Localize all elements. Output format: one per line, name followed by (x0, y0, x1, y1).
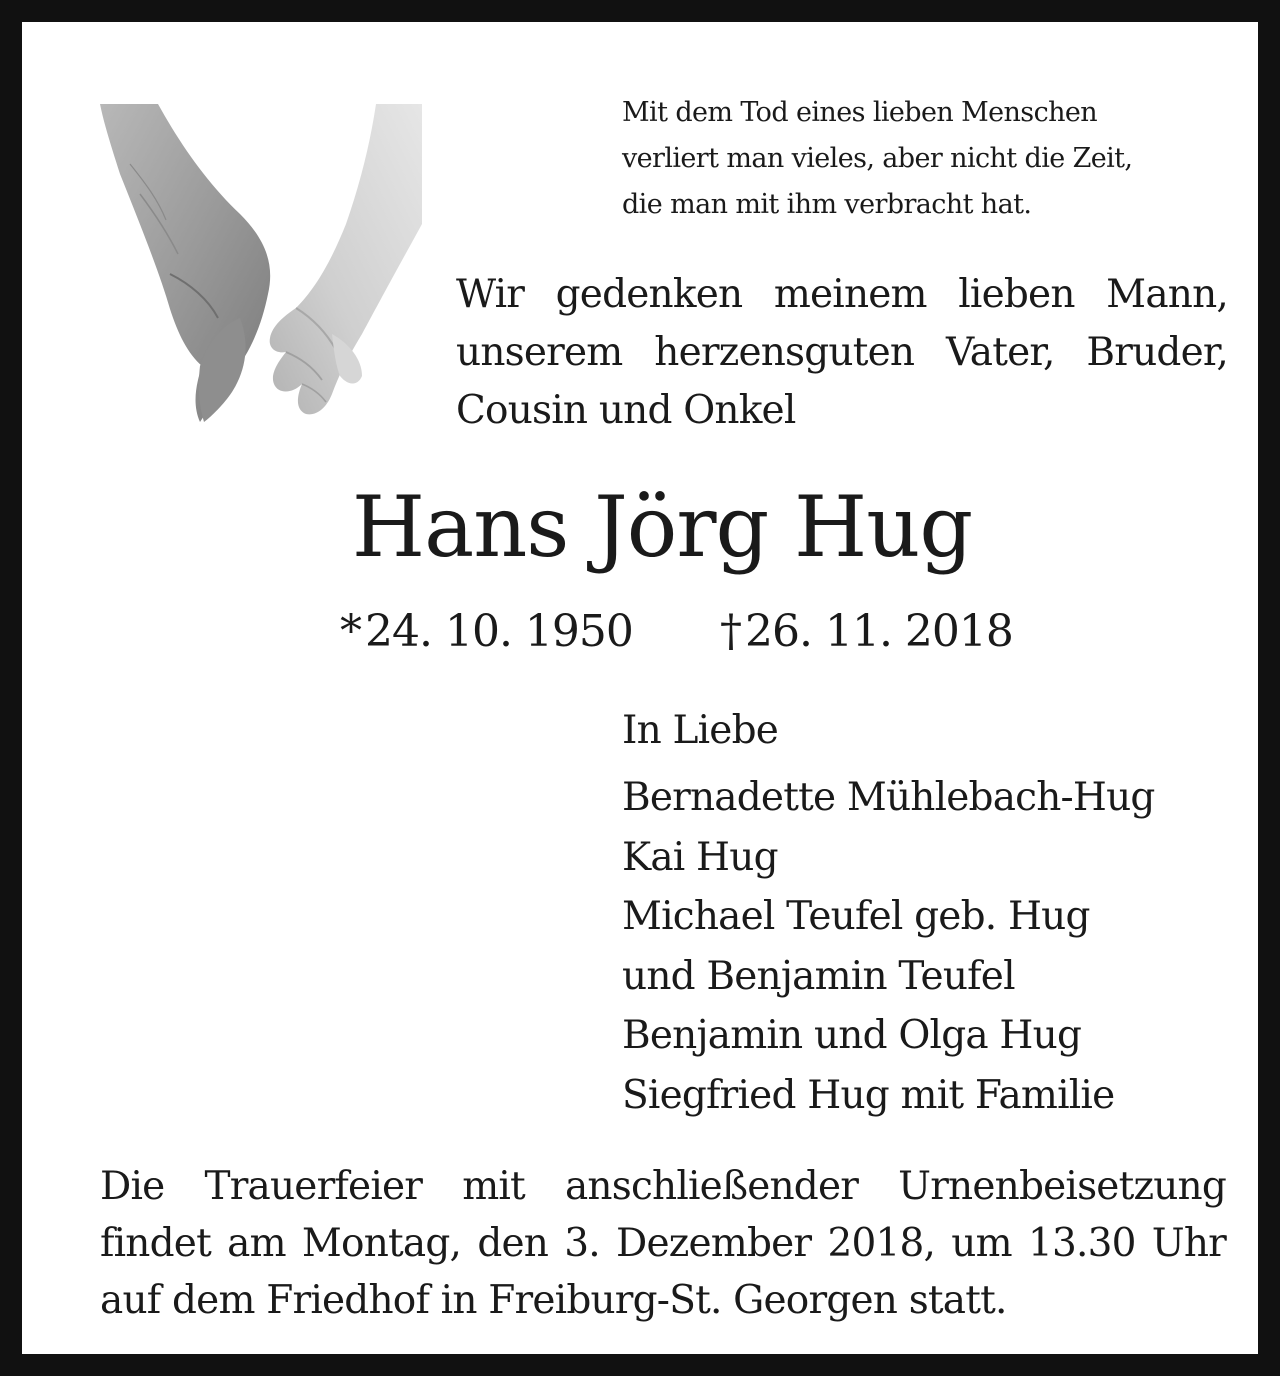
birth-star-icon: * (340, 606, 361, 657)
deceased-name: Hans Jörg Hug (351, 478, 973, 576)
holding-hands-photo (100, 104, 422, 424)
death-cross-icon: † (720, 606, 741, 657)
family-member: Siegfried Hug mit Familie (622, 1072, 1115, 1118)
birth-date (340, 602, 633, 662)
family-member: Benjamin und Olga Hug (622, 1013, 1082, 1058)
service-line: findet am Montag, den 3. Dezember 2018, um 13.30 Uhr (100, 1221, 1226, 1266)
family-member: Michael Teufel geb. Hug (622, 894, 1090, 939)
family-member: und Benjamin Teufel (622, 953, 1015, 999)
quote-line: verliert man vieles, aber nicht die Zeit, (622, 143, 1133, 174)
family-member: Bernadette Mühlebach-Hug (622, 775, 1155, 820)
quote-line: die man mit ihm verbracht hat. (622, 189, 1032, 220)
signoff-intro: In Liebe (622, 708, 779, 753)
family-member: Kai Hug (622, 834, 778, 880)
memorial-quote (622, 90, 1242, 228)
quote-line: Mit dem Tod eines lieben Menschen (622, 97, 1098, 128)
intro-line: Wir gedenken meinem lieben Mann, (456, 272, 1228, 317)
family-signoff (622, 702, 1155, 1125)
birth-date-value: 24. 10. 1950 (365, 606, 633, 657)
memorial-intro (456, 266, 1228, 440)
intro-line: Cousin und Onkel (456, 388, 796, 433)
death-date-value: 26. 11. 2018 (745, 606, 1013, 657)
service-info (100, 1158, 1226, 1329)
service-line: Die Trauerfeier mit anschließender Urnenbeisetzung (100, 1164, 1226, 1209)
intro-line: unserem herzensguten Vater, Bruder, (456, 330, 1228, 375)
death-date (720, 602, 1013, 662)
service-line: auf dem Friedhof in Freiburg-St. Georgen statt. (100, 1278, 1007, 1323)
